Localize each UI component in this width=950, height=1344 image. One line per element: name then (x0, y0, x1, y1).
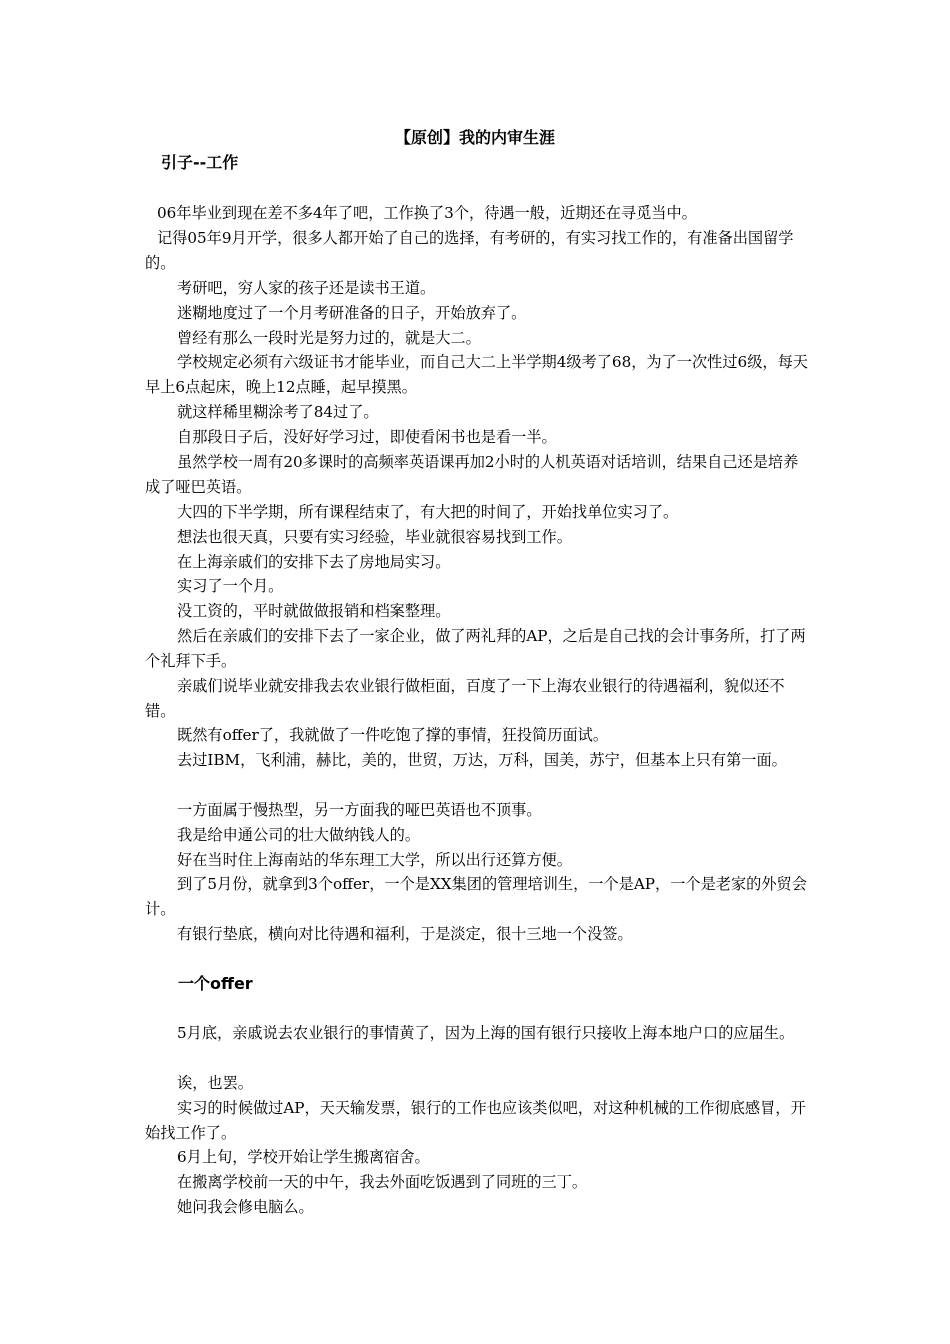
paragraph: 学校规定必须有六级证书才能毕业，而自己大二上半学期4级考了68，为了一次性过6级，每天早上6点起床，晚上12点睡，起早摸黑。 (145, 353, 808, 396)
paragraph: 诶，也罢。 (177, 1074, 253, 1092)
paragraph: 06年毕业到现在差不多4年了吧，工作换了3个，待遇一般，近期还在寻觅当中。 (157, 204, 697, 222)
paragraph: 她问我会修电脑么。 (177, 1198, 314, 1216)
paragraph: 好在当时住上海南站的华东理工大学，所以出行还算方便。 (177, 851, 572, 869)
paragraph: 在搬离学校前一天的中午，我去外面吃饭遇到了同班的三丁。 (177, 1173, 588, 1191)
paragraph: 记得05年9月开学，很多人都开始了自己的选择，有考研的，有实习找工作的，有准备出国留学的。 (145, 229, 794, 272)
paragraph: 虽然学校一周有20多课时的高频率英语课再加2小时的人机英语对话培训，结果自己还是培养成了哑巴英语。 (145, 453, 799, 496)
paragraph: 一方面属于慢热型，另一方面我的哑巴英语也不顶事。 (177, 801, 542, 819)
paragraph: 有银行垫底，横向对比待遇和福利，于是淡定，很十三地一个没签。 (177, 925, 633, 943)
paragraph: 大四的下半学期，所有课程结束了，有大把的时间了，开始找单位实习了。 (177, 503, 679, 521)
paragraph: 我是给申通公司的壮大做纳钱人的。 (177, 826, 420, 844)
paragraph: 就这样稀里糊涂考了84过了。 (177, 403, 379, 421)
paragraph: 迷糊地度过了一个月考研准备的日子，开始放弃了。 (177, 304, 527, 322)
paragraph: 到了5月份，就拿到3个offer，一个是XX集团的管理培训生，一个是AP，一个是老家的外贸会计。 (145, 875, 807, 918)
paragraph: 实习了一个月。 (177, 577, 284, 595)
document-title: 【原创】我的内审生涯 (394, 128, 555, 147)
section-heading-offer: 一个offer (178, 974, 253, 993)
paragraph: 去过IBM，飞利浦，赫比，美的，世贸，万达，万科，国美，苏宁，但基本上只有第一面。 (177, 751, 787, 769)
paragraph: 6月上旬，学校开始让学生搬离宿舍。 (177, 1148, 430, 1166)
paragraph: 想法也很天真，只要有实习经验，毕业就很容易找到工作。 (177, 528, 572, 546)
paragraph: 考研吧，穷人家的孩子还是读书王道。 (177, 279, 436, 297)
paragraph: 5月底，亲戚说去农业银行的事情黄了，因为上海的国有银行只接收上海本地户口的应届生。 (177, 1024, 795, 1042)
section-heading-intro: 引子--工作 (161, 153, 239, 172)
paragraph: 亲戚们说毕业就安排我去农业银行做柜面，百度了一下上海农业银行的待遇福利，貌似还不错。 (145, 677, 785, 720)
paragraph: 然后在亲戚们的安排下去了一家企业，做了两礼拜的AP，之后是自己找的会计事务所，打了两个礼拜下手。 (145, 627, 806, 670)
paragraph: 在上海亲戚们的安排下去了房地局实习。 (177, 553, 451, 571)
paragraph: 没工资的，平时就做做报销和档案整理。 (177, 602, 451, 620)
paragraph: 实习的时候做过AP，天天输发票，银行的工作也应该类似吧，对这种机械的工作彻底感冒，开始找工作了。 (145, 1099, 806, 1142)
paragraph: 既然有offer了，我就做了一件吃饱了撑的事情，狂投简历面试。 (177, 726, 609, 744)
paragraph: 自那段日子后，没好好学习过，即使看闲书也是看一半。 (177, 428, 557, 446)
paragraph: 曾经有那么一段时光是努力过的，就是大二。 (177, 329, 481, 347)
